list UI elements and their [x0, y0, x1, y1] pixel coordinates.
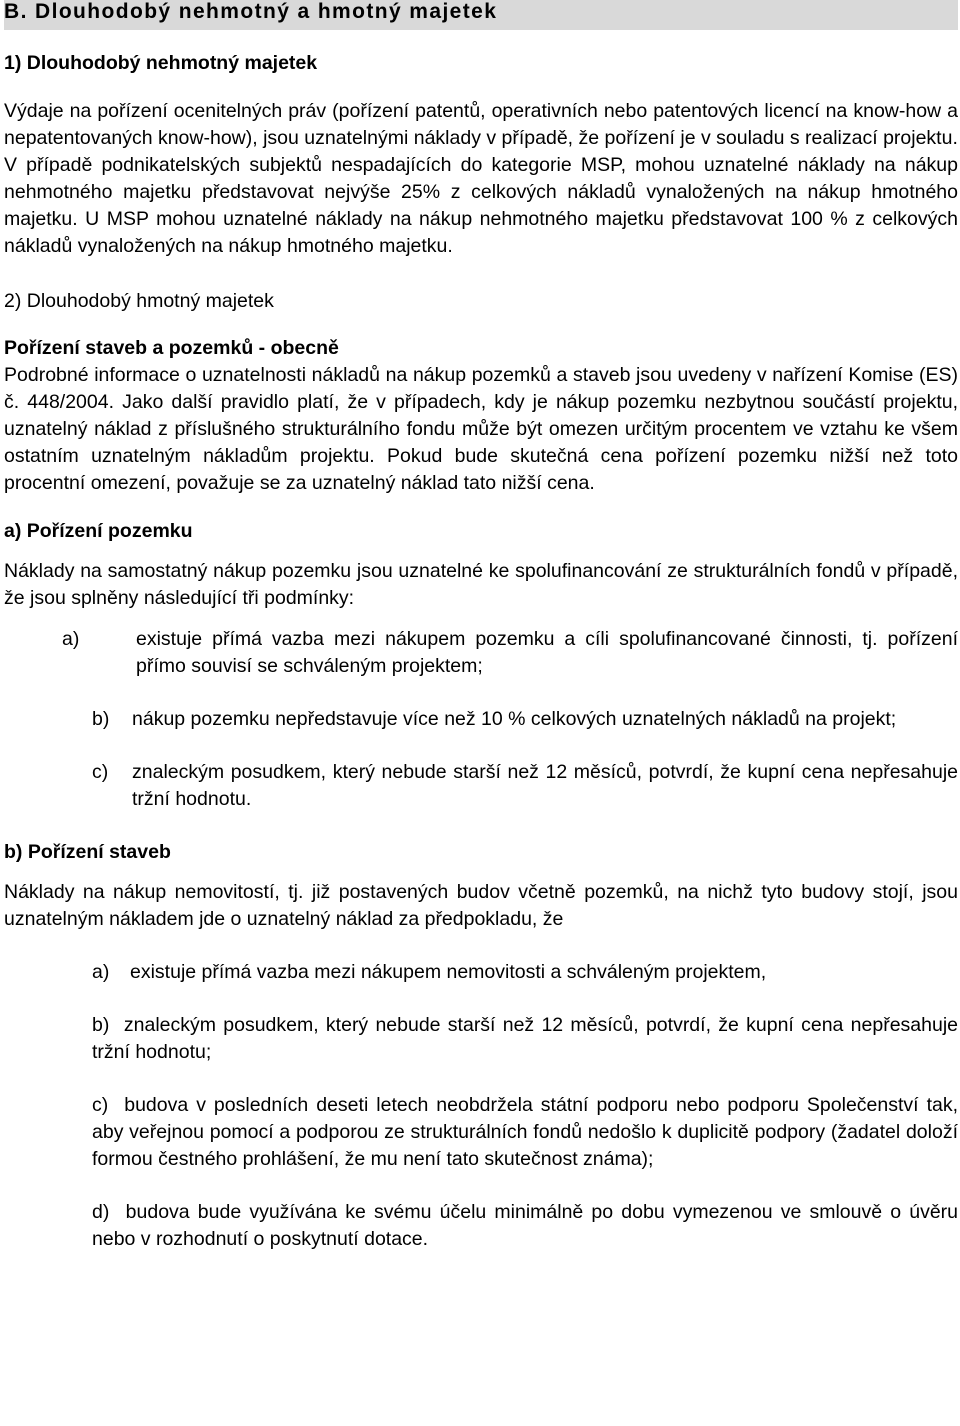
section2-paragraph	[4, 362, 958, 497]
list-marker: a)	[92, 961, 110, 983]
sectionB-item-c	[4, 1092, 958, 1173]
list-text: existuje přímá vazba mezi nákupem pozemku a cíli spolufinancované činnosti, tj. pořízení přímo souvisí se schváleným projektem;	[136, 628, 958, 677]
section2-subheading: Pořízení staveb a pozemků - obecně	[4, 337, 339, 359]
section1-para2a: V případě podnikatelských subjektů nespadajících do kategorie MSP, mohou uznatelné náklady na nákup nehmotného majetku představovat nejvýše 25% z celkových nákladů vynaložených na nákup hmotného majetku.	[4, 154, 958, 230]
sectionB-heading: b) Pořízení staveb	[4, 841, 171, 863]
sectionA-intro: Náklady na samostatný nákup pozemku jsou uznatelné ke spolufinancování ze strukturálních fondů v případě, že jsou splněny následující tři podmínky:	[4, 560, 958, 609]
section2-para1c: Pokud bude skutečná cena pořízení pozemku nižší než toto procentní omezení, považuje se za uznatelný náklad tato nižší cena.	[4, 445, 958, 494]
section2-heading: 2) Dlouhodobý hmotný majetek	[4, 290, 274, 312]
list-marker: b)	[92, 708, 110, 730]
sectionB-intro: Náklady na nákup nemovitostí, tj. již postavených budov včetně pozemků, na nichž tyto budovy stojí, jsou uznatelným nákladem jde o uznatelný náklad za předpokladu, že	[4, 881, 958, 930]
list-text: znaleckým posudkem, který nebude starší než 12 měsíců, potvrdí, že kupní cena nepřesahuje tržní hodnotu.	[132, 761, 958, 810]
list-text-body: znaleckým posudkem, který nebude starší než 12 měsíců, potvrdí, že kupní cena nepřesahuje tržní hodnotu;	[92, 1014, 958, 1063]
list-text	[92, 1092, 958, 1173]
list-marker: d)	[92, 1201, 110, 1223]
list-marker: a)	[62, 628, 80, 650]
section1-para2b: U MSP mohou uznatelné náklady na nákup nehmotného majetku představovat 100 % z celkových nákladů vynaložených na nákup hmotného majetku.	[4, 208, 958, 257]
list-marker: c)	[92, 1094, 109, 1116]
sectionA-item-b	[4, 706, 958, 733]
list-marker: b)	[92, 1014, 110, 1036]
list-text	[92, 1199, 958, 1253]
list-text: nákup pozemku nepředstavuje více než 10 % celkových uznatelných nákladů na projekt;	[132, 708, 897, 730]
section1-heading: 1) Dlouhodobý nehmotný majetek	[4, 52, 318, 74]
list-text-body: budova bude využívána ke svému účelu minimálně po dobu vymezenou ve smlouvě o úvěru nebo v rozhodnutí o poskytnutí dotace.	[92, 1201, 958, 1250]
section2-para1b: Jako další pravidlo platí, že v případech, kdy je nákup pozemku nezbytnou součástí projektu, uznatelný náklad z příslušného strukturálního fondu může být omezen určitým procentem ve vztahu ke všem ostatním uznatelným nákladům projektu.	[4, 391, 958, 467]
section1-para1: Výdaje na pořízení ocenitelných práv (pořízení patentů, operativních nebo patentových licencí na know-how a nepatentovaných know-how), jsou uznatelnými náklady v případě, že pořízení je v souladu s realizací projektu.	[4, 100, 958, 149]
sectionA-heading: a) Pořízení pozemku	[4, 520, 193, 542]
list-text	[92, 1012, 958, 1066]
section1-paragraph	[4, 98, 958, 260]
document-title: B. Dlouhodobý nehmotný a hmotný majetek	[4, 0, 958, 30]
list-text-body: budova v posledních deseti letech neobdržela státní podporu nebo podporu Společenství tak, aby veřejnou pomocí a podporou ze strukturálních fondů nedošlo k duplicitě podpory (žadatel doloží formou čestného prohlášení, že mu není tato skutečnost známa);	[92, 1094, 958, 1170]
section2-para1a: Podrobné informace o uznatelnosti nákladů na nákup pozemků a staveb jsou uvedeny v nařízení Komise (ES) č. 448/2004.	[4, 364, 958, 413]
sectionB-item-a	[4, 959, 958, 986]
list-marker: c)	[92, 761, 109, 783]
sectionA-item-a	[4, 626, 958, 680]
sectionB-item-d	[4, 1199, 958, 1253]
list-text: existuje přímá vazba mezi nákupem nemovitosti a schváleným projektem,	[130, 961, 767, 983]
sectionB-item-b	[4, 1012, 958, 1066]
sectionA-item-c	[4, 759, 958, 813]
